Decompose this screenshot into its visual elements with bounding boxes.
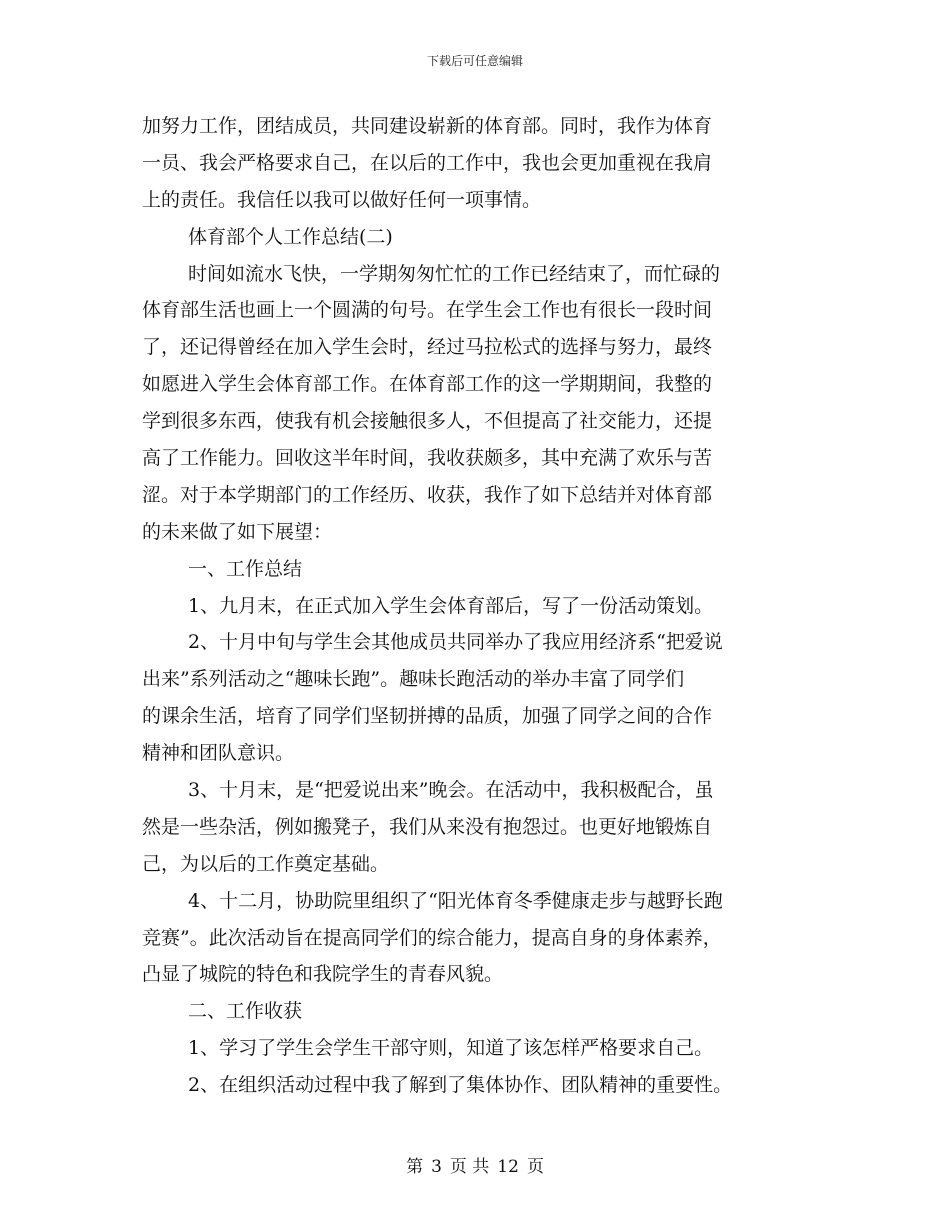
text-line: 3、十月末，是“把爱说出来”晚会。在活动中，我积极配合，虽	[188, 779, 714, 802]
text-line: 加努力工作，团结成员，共同建设崭新的体育部。同时，我作为体育	[142, 115, 713, 137]
text-line: 凸显了城院的特色和我院学生的青春风貌。	[142, 963, 504, 986]
text-line: 体育部个人工作总结(二)	[188, 225, 393, 248]
text-line: 的未来做了如下展望：	[142, 520, 333, 543]
text-line: 1、学习了学生会学生干部守则，知道了该怎样严格要求自己。	[188, 1037, 714, 1060]
footer-suffix: 页	[526, 1157, 544, 1177]
text-line: 学到很多东西，使我有机会接触很多人，不但提高了社交能力，还提	[142, 410, 713, 433]
text-line: 4、十二月，协助院里组织了“阳光体育冬季健康走步与越野长跑	[188, 889, 723, 912]
text-line: 一、工作总结	[188, 557, 303, 580]
text-line: 精神和团队意识。	[142, 742, 295, 765]
text-line: 上的责任。我信任以我可以做好任何一项事情。	[142, 188, 542, 211]
page-header: 下载后可任意编辑	[426, 54, 523, 68]
text-line: 如愿进入学生会体育部工作。在体育部工作的这一学期期间，我整的	[142, 373, 713, 396]
text-line: 竞赛”。此次活动旨在提高同学们的综合能力，提高自身的身体素养，	[142, 926, 722, 949]
text-line: 高了工作能力。回收这半年时间，我收获颇多，其中充满了欢乐与苦	[142, 447, 713, 470]
footer-prefix: 第	[406, 1157, 424, 1177]
footer-current-page: 3	[431, 1157, 442, 1177]
text-line: 的课余生活，培育了同学们坚韧拼搏的品质，加强了同学之间的合作	[142, 705, 713, 728]
text-line: 出来”系列活动之“趣味长跑”。趣味长跑活动的举办丰富了同学们	[142, 668, 685, 691]
text-line: 涩。对于本学期部门的工作经历、收获，我作了如下总结并对体育部	[142, 483, 713, 506]
footer-total-pages: 12	[497, 1157, 519, 1177]
document-body	[142, 108, 810, 1104]
text-line: 时间如流水飞快，一学期匆匆忙忙的工作已经结束了，而忙碌的	[188, 262, 721, 285]
page-footer	[0, 1152, 950, 1177]
text-line: 一员、我会严格要求自己，在以后的工作中，我也会更加重视在我肩	[142, 151, 713, 174]
text-line: 己，为以后的工作奠定基础。	[142, 852, 390, 875]
text-line: 1、九月末，在正式加入学生会体育部后，写了一份活动策划。	[188, 594, 714, 617]
text-line: 2、十月中旬与学生会其他成员共同举办了我应用经济系“把爱说	[188, 631, 723, 654]
text-line: 二、工作收获	[188, 1000, 303, 1023]
text-line: 体育部生活也画上一个圆满的句号。在学生会工作也有很长一段时间	[142, 299, 713, 322]
text-line: 然是一些杂活，例如搬凳子，我们从来没有抱怨过。也更好地锻炼自	[142, 815, 713, 838]
text-line: 了，还记得曾经在加入学生会时，经过马拉松式的选择与努力，最终	[142, 336, 713, 359]
footer-mid: 页 共	[449, 1157, 490, 1177]
text-line: 2、在组织活动过程中我了解到了集体协作、团队精神的重要性。	[188, 1074, 733, 1097]
